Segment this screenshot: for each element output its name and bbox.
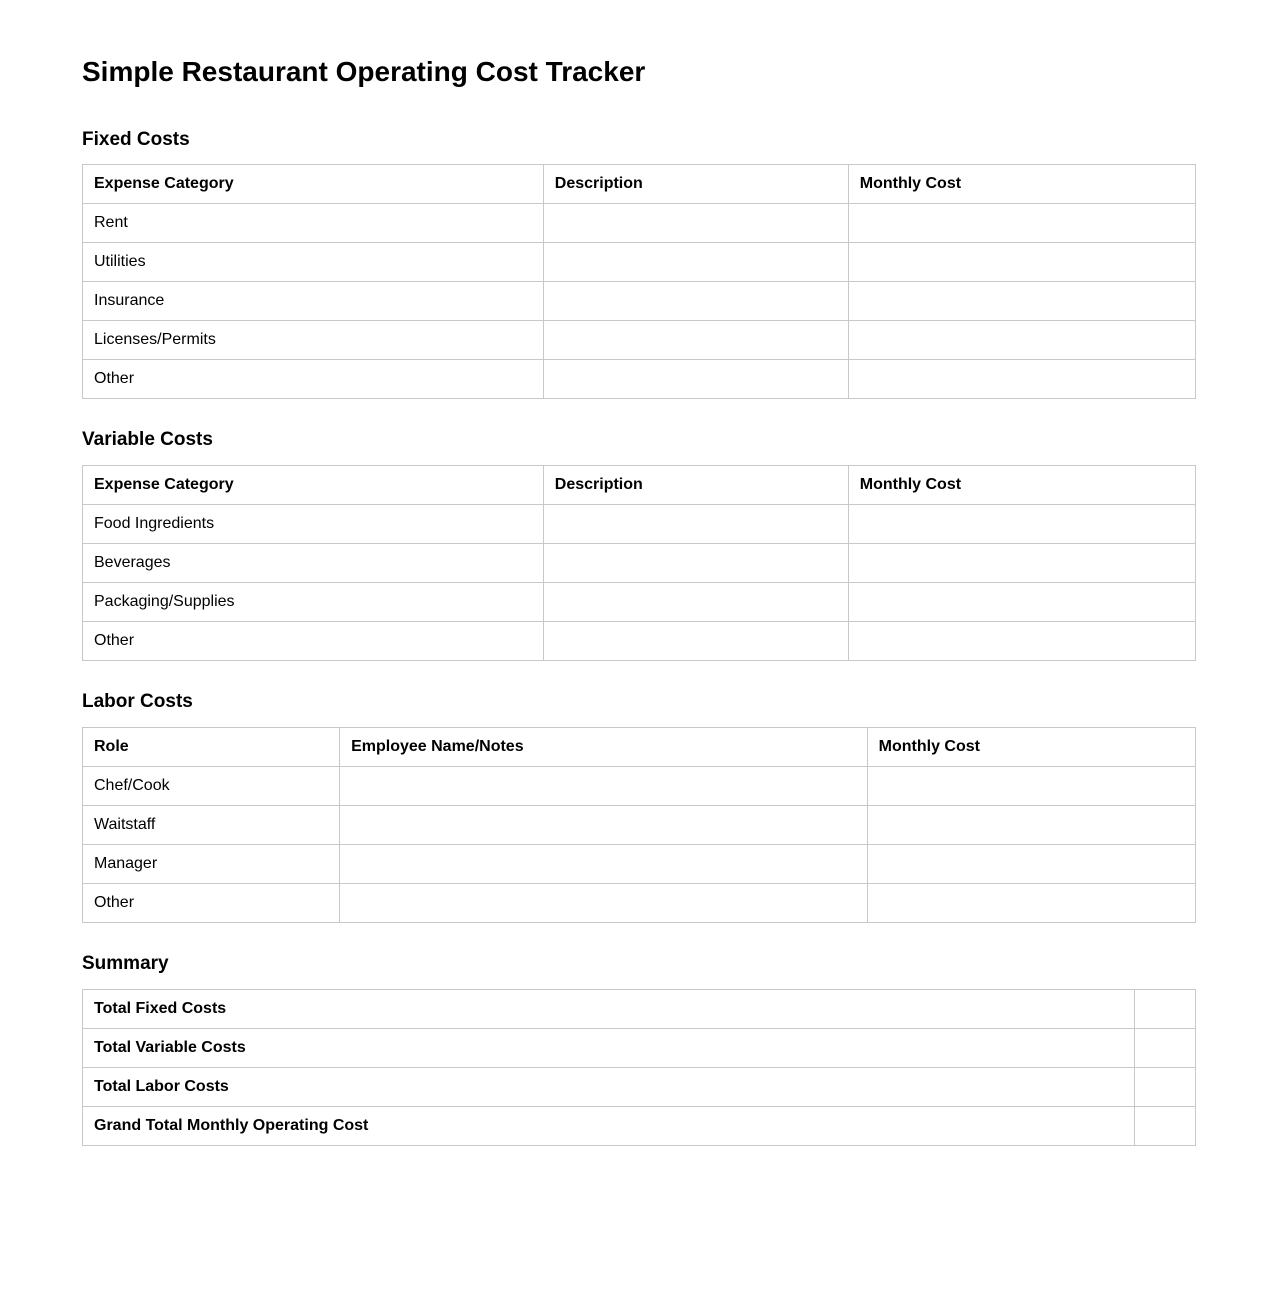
- employee-name-cell: [340, 844, 868, 883]
- table-row: [83, 282, 1196, 321]
- description-cell: [543, 505, 848, 544]
- fixed-costs-table: [82, 164, 1196, 399]
- monthly-cost-cell: [848, 204, 1195, 243]
- row-label: Other: [83, 360, 544, 399]
- summary-value-cell: [1134, 1067, 1195, 1106]
- section-heading-summary: Summary: [82, 952, 169, 974]
- column-header-description: Description: [543, 165, 848, 204]
- table-row: [83, 844, 1196, 883]
- column-header-employee-name-notes: Employee Name/Notes: [340, 727, 868, 766]
- table-row: [83, 989, 1196, 1028]
- row-label: Waitstaff: [83, 805, 340, 844]
- table-row: [83, 883, 1196, 922]
- table-row: [83, 805, 1196, 844]
- summary-value-cell: [1134, 989, 1195, 1028]
- summary-row-label: Total Labor Costs: [83, 1067, 1135, 1106]
- table-header-row: [83, 727, 1196, 766]
- description-cell: [543, 544, 848, 583]
- monthly-cost-cell: [848, 583, 1195, 622]
- column-header-monthly-cost: Monthly Cost: [848, 466, 1195, 505]
- summary-value-cell: [1134, 1106, 1195, 1145]
- employee-name-cell: [340, 883, 868, 922]
- monthly-cost-cell: [848, 360, 1195, 399]
- description-cell: [543, 360, 848, 399]
- table-row: [83, 243, 1196, 282]
- monthly-cost-cell: [848, 243, 1195, 282]
- page-title: Simple Restaurant Operating Cost Tracker: [82, 56, 646, 87]
- column-header-role: Role: [83, 727, 340, 766]
- summary-row-label: Total Fixed Costs: [83, 989, 1135, 1028]
- table-row: [83, 544, 1196, 583]
- table-header-row: [83, 165, 1196, 204]
- row-label: Food Ingredients: [83, 505, 544, 544]
- monthly-cost-cell: [848, 544, 1195, 583]
- section-heading-fixed-costs: Fixed Costs: [82, 128, 190, 150]
- monthly-cost-cell: [848, 622, 1195, 661]
- table-row: [83, 622, 1196, 661]
- description-cell: [543, 204, 848, 243]
- description-cell: [543, 321, 848, 360]
- summary-row-label: Grand Total Monthly Operating Cost: [83, 1106, 1135, 1145]
- description-cell: [543, 583, 848, 622]
- table-row: [83, 321, 1196, 360]
- summary-table: [82, 989, 1196, 1146]
- row-label: Utilities: [83, 243, 544, 282]
- variable-costs-table: [82, 465, 1196, 661]
- table-row: [83, 1028, 1196, 1067]
- summary-row-label: Total Variable Costs: [83, 1028, 1135, 1067]
- column-header-expense-category: Expense Category: [83, 466, 544, 505]
- table-row: [83, 583, 1196, 622]
- monthly-cost-cell: [867, 805, 1195, 844]
- column-header-monthly-cost: Monthly Cost: [848, 165, 1195, 204]
- labor-costs-table: [82, 727, 1196, 923]
- row-label: Insurance: [83, 282, 544, 321]
- row-label: Beverages: [83, 544, 544, 583]
- monthly-cost-cell: [848, 282, 1195, 321]
- employee-name-cell: [340, 766, 868, 805]
- monthly-cost-cell: [867, 883, 1195, 922]
- section-heading-variable-costs: Variable Costs: [82, 429, 213, 451]
- row-label: Other: [83, 622, 544, 661]
- row-label: Rent: [83, 204, 544, 243]
- table-row: [83, 766, 1196, 805]
- row-label: Other: [83, 883, 340, 922]
- row-label: Chef/Cook: [83, 766, 340, 805]
- monthly-cost-cell: [848, 321, 1195, 360]
- monthly-cost-cell: [867, 844, 1195, 883]
- table-header-row: [83, 466, 1196, 505]
- summary-value-cell: [1134, 1028, 1195, 1067]
- table-row: [83, 1067, 1196, 1106]
- column-header-expense-category: Expense Category: [83, 165, 544, 204]
- row-label: Manager: [83, 844, 340, 883]
- description-cell: [543, 243, 848, 282]
- description-cell: [543, 282, 848, 321]
- monthly-cost-cell: [867, 766, 1195, 805]
- row-label: Packaging/Supplies: [83, 583, 544, 622]
- column-header-description: Description: [543, 466, 848, 505]
- row-label: Licenses/Permits: [83, 321, 544, 360]
- table-row: [83, 204, 1196, 243]
- table-row: [83, 505, 1196, 544]
- description-cell: [543, 622, 848, 661]
- table-row: [83, 1106, 1196, 1145]
- column-header-monthly-cost: Monthly Cost: [867, 727, 1195, 766]
- section-heading-labor-costs: Labor Costs: [82, 691, 193, 713]
- table-row: [83, 360, 1196, 399]
- employee-name-cell: [340, 805, 868, 844]
- monthly-cost-cell: [848, 505, 1195, 544]
